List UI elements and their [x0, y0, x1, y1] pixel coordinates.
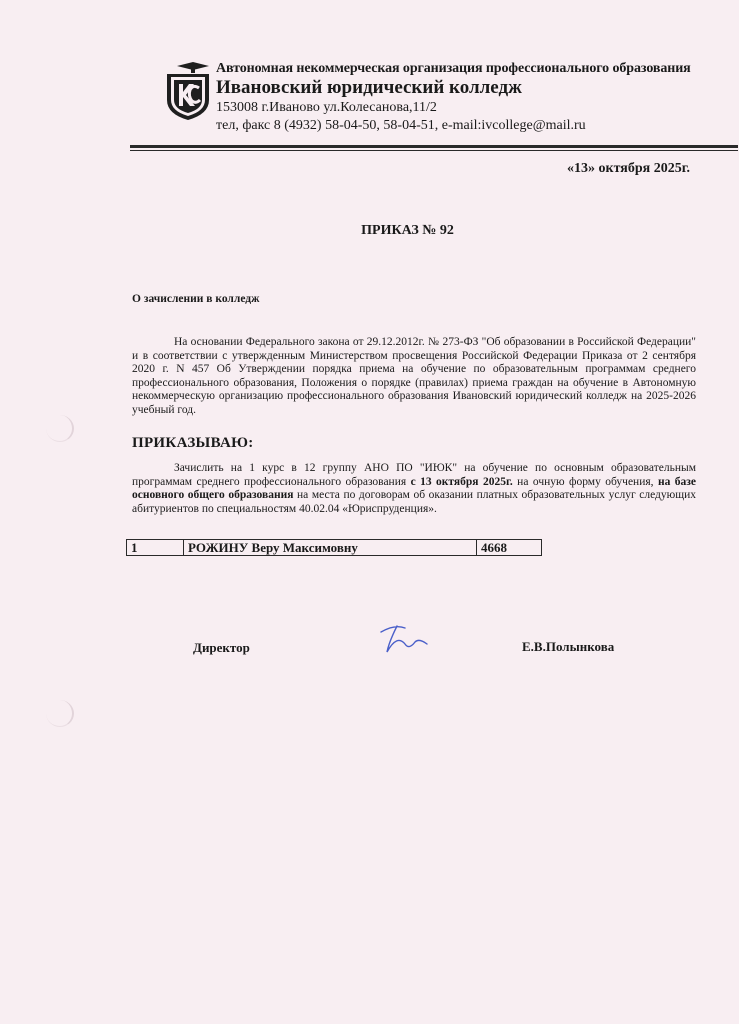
enrollment-text: на места по договорам об оказании платных образовательных услуг следующих абитуриентов по специальностям 40.02.04 «Юриспруденция». — [132, 489, 697, 515]
enrollment-start-date: с 13 октября 2025г. — [410, 475, 513, 488]
table-row — [127, 540, 542, 556]
organization-type: Автономная некоммерческая организация профессионального образования — [216, 61, 691, 76]
students-table — [126, 539, 542, 556]
student-name: РОЖИНУ Веру Максимовну — [184, 540, 477, 556]
signatory-role: Директор — [193, 640, 250, 655]
college-logo-icon — [163, 62, 213, 122]
enrollment-text: Зачислить на 1 курс в 12 группу АНО ПО "ИЮК" на обучение по основным образовательным программам среднего профессионального образования — [132, 462, 696, 488]
letterhead-divider-thin — [130, 150, 738, 151]
signatory-name: Е.В.Полынкова — [522, 639, 615, 654]
college-contacts: тел, факс 8 (4932) 58-04-50, 58-04-51, e-mail:ivcollege@mail.ru — [216, 118, 586, 133]
punch-hole-mark — [46, 700, 74, 727]
decree-heading: ПРИКАЗЫВАЮ: — [132, 435, 254, 451]
letterhead — [216, 60, 736, 135]
basis-paragraph: На основании Федерального закона от 29.12.2012г. № 273-ФЗ "Об образовании в Российской Федерации" и в соответствии с утвержденным Министерством просвещения Российской Федерации Приказа от 2 сентября 2020 г. N 457 Об Утверждении порядка приема на обучение по образовательным программам среднего профессионального образования, Положения о порядке (правилах) приема граждан на обучение в Автономную некоммерческую организацию профессионального образования Ивановский юридический колледж на 2025-2026 учебный год. — [132, 336, 696, 416]
enrollment-text: на очную форму обучения, — [512, 475, 658, 488]
order-title: ПРИКАЗ № 92 — [361, 223, 454, 238]
enrollment-basis: на базе основного общего образования — [132, 475, 696, 501]
letterhead-divider — [130, 145, 738, 148]
college-name: Ивановский юридический колледж — [216, 77, 522, 98]
student-id: 4668 — [477, 540, 542, 556]
college-address: 153008 г.Иваново ул.Колесанова,11/2 — [216, 100, 437, 115]
student-number: 1 — [127, 540, 184, 556]
order-subject: О зачислении в колледж — [132, 293, 260, 305]
handwritten-signature — [375, 620, 435, 656]
order-date: «13» октября 2025г. — [567, 161, 690, 176]
punch-hole-mark — [46, 415, 74, 442]
enrollment-paragraph — [132, 462, 696, 516]
